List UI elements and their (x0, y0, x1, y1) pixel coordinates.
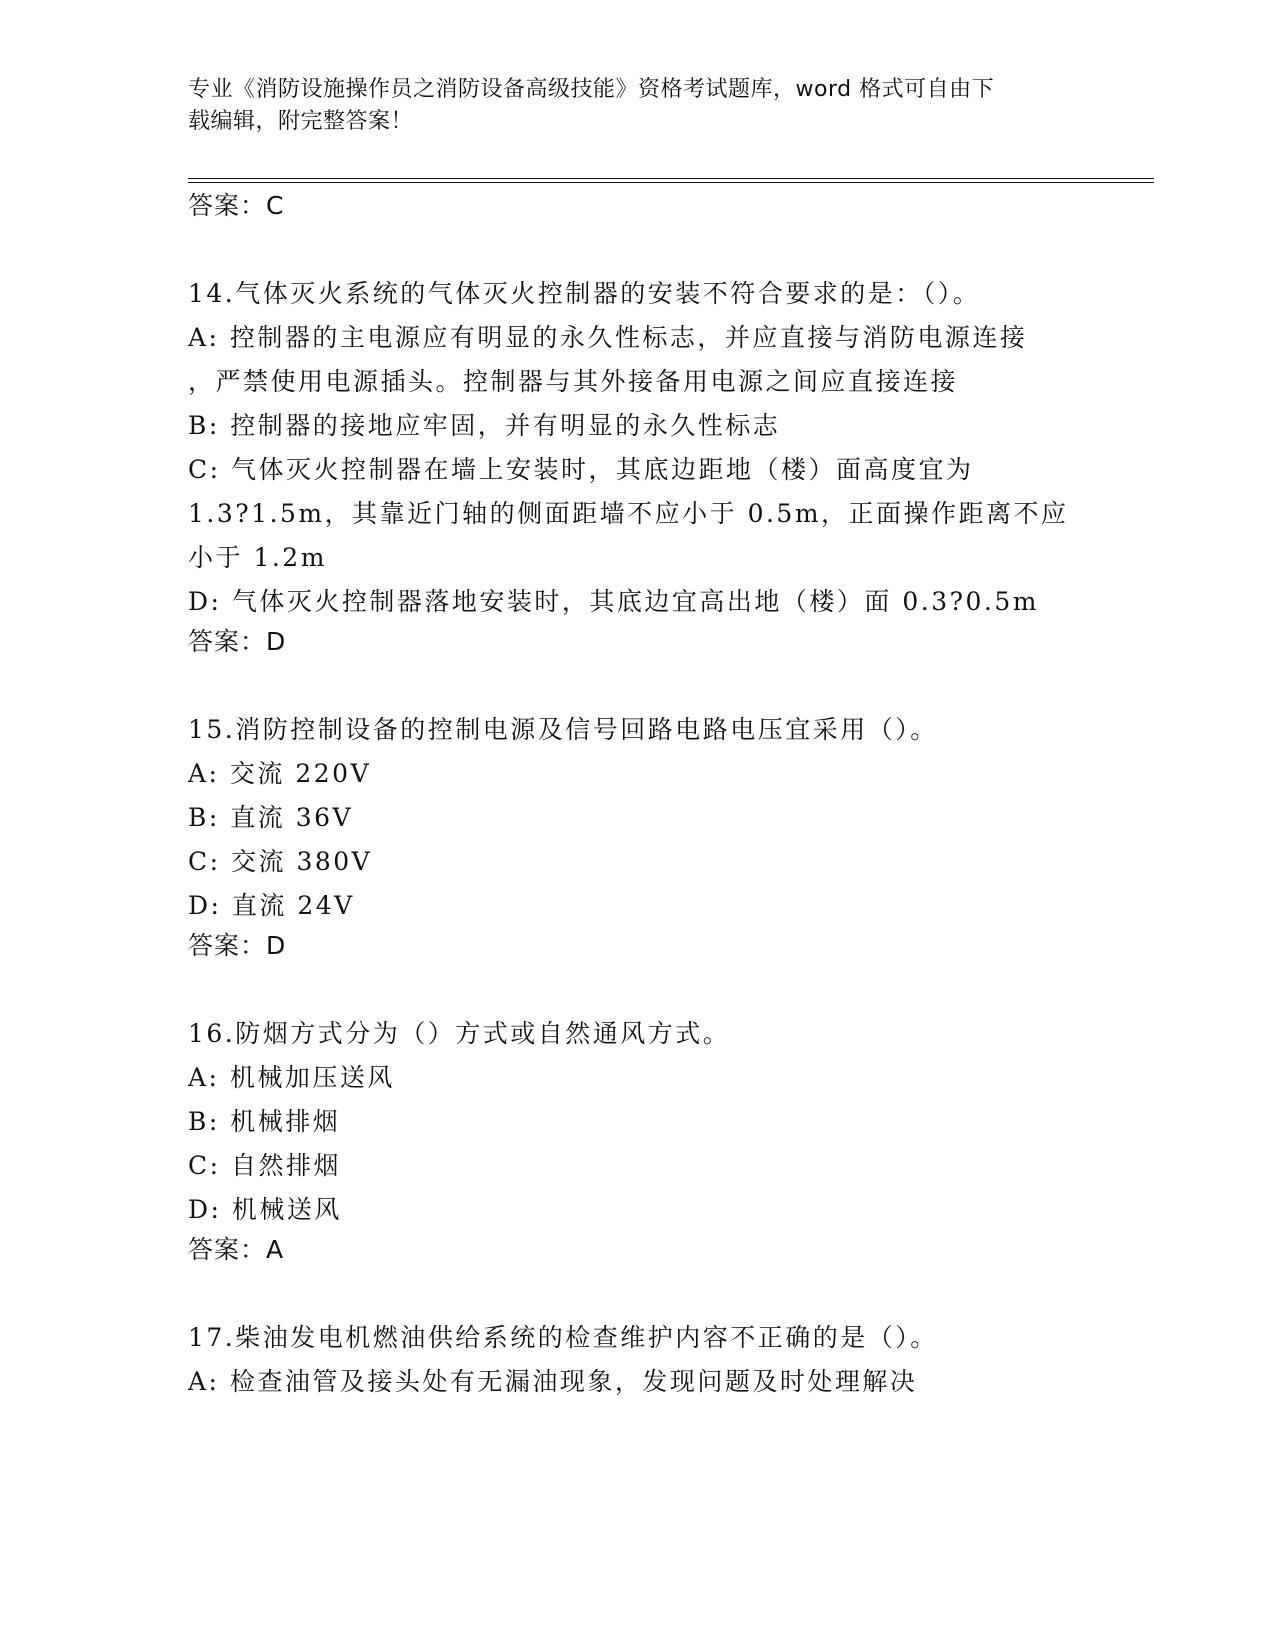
question-17-stem: 17.柴油发电机燃油供给系统的检查维护内容不正确的是（）。 (188, 1323, 938, 1352)
question-16-option-a: A: 机械加压送风 (188, 1063, 395, 1092)
question-15-answer: 答案：D (188, 931, 287, 960)
question-15-stem: 15.消防控制设备的控制电源及信号回路电路电压宜采用（）。 (188, 715, 938, 744)
question-14-answer: 答案：D (188, 627, 287, 656)
answer-prev: 答案：C (188, 191, 285, 220)
document-header (188, 74, 1088, 138)
question-16-option-b: B: 机械排烟 (188, 1107, 341, 1136)
question-14-option-a-line1: A: 控制器的主电源应有明显的永久性标志，并应直接与消防电源连接 (188, 323, 1028, 352)
question-14-option-d: D: 气体灭火控制器落地安装时，其底边宜高出地（楼）面 0.3?0.5m (188, 587, 1039, 616)
question-16-answer: 答案：A (188, 1235, 285, 1264)
question-14-option-a-line2: ，严禁使用电源插头。控制器与其外接备用电源之间应直接连接 (188, 367, 959, 396)
header-line-1: 专业《消防设施操作员之消防设备高级技能》资格考试题库，word 格式可自由下 (188, 77, 995, 102)
question-14-option-c-line2: 1.3?1.5m，其靠近门轴的侧面距墙不应小于 0.5m，正面操作距离不应 (188, 499, 1069, 528)
question-14-option-b: B: 控制器的接地应牢固，并有明显的永久性标志 (188, 411, 781, 440)
header-line-2: 载编辑，附完整答案！ (188, 109, 414, 134)
question-16-option-c: C: 自然排烟 (188, 1151, 341, 1180)
question-15-option-a: A: 交流 220V (188, 759, 372, 788)
question-15-option-c: C: 交流 380V (188, 847, 373, 876)
question-14-option-c-line1: C: 气体灭火控制器在墙上安装时，其底边距地（楼）面高度宜为 (188, 455, 974, 484)
question-14-option-c-line3: 小于 1.2m (188, 543, 327, 572)
question-16-stem: 16.防烟方式分为（）方式或自然通风方式。 (188, 1019, 731, 1048)
question-15-option-d: D: 直流 24V (188, 891, 355, 920)
question-16-option-d: D: 机械送风 (188, 1195, 342, 1224)
header-divider (188, 178, 1154, 183)
question-14-stem: 14.气体灭火系统的气体灭火控制器的安装不符合要求的是：（）。 (188, 279, 981, 308)
question-15-option-b: B: 直流 36V (188, 803, 354, 832)
question-17-option-a: A: 检查油管及接头处有无漏油现象，发现问题及时处理解决 (188, 1367, 918, 1396)
